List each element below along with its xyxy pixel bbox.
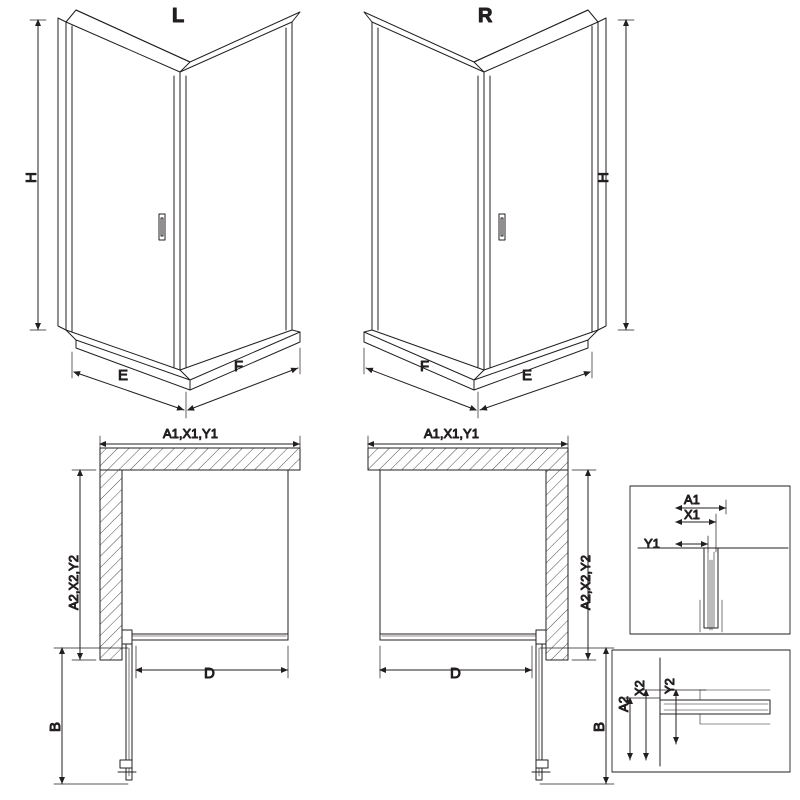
label-y2-detail: Y2 (662, 678, 677, 694)
label-height-right: H (595, 172, 612, 183)
label-f-left: F (234, 358, 244, 375)
view-3d-left (30, 10, 300, 418)
label-b-right: B (591, 721, 608, 732)
label-d-right: D (450, 665, 461, 682)
label-d-left: D (204, 665, 215, 682)
label-x2-detail: X2 (632, 680, 647, 696)
label-a2x2y2-left: A2,X2,Y2 (66, 555, 81, 610)
label-a1-detail: A1 (684, 492, 700, 507)
label-a2-detail: A2 (616, 696, 631, 712)
label-view-left: L (172, 5, 185, 27)
detail-bottom (612, 650, 790, 772)
label-x1-detail: X1 (684, 507, 700, 522)
label-b-left: B (47, 721, 64, 732)
label-view-right: R (478, 5, 493, 27)
label-y1-detail: Y1 (644, 536, 660, 551)
label-e-right: E (522, 367, 533, 384)
detail-top (630, 486, 790, 634)
view-plan-left (54, 436, 300, 784)
label-a2x2y2-right: A2,X2,Y2 (578, 555, 593, 610)
view-3d-right (364, 10, 634, 418)
label-e-left: E (118, 367, 129, 384)
label-f-right: F (420, 358, 430, 375)
label-a1x1y1-right: A1,X1,Y1 (424, 426, 479, 441)
label-height-left: H (23, 172, 40, 183)
label-a1x1y1-left: A1,X1,Y1 (163, 426, 218, 441)
